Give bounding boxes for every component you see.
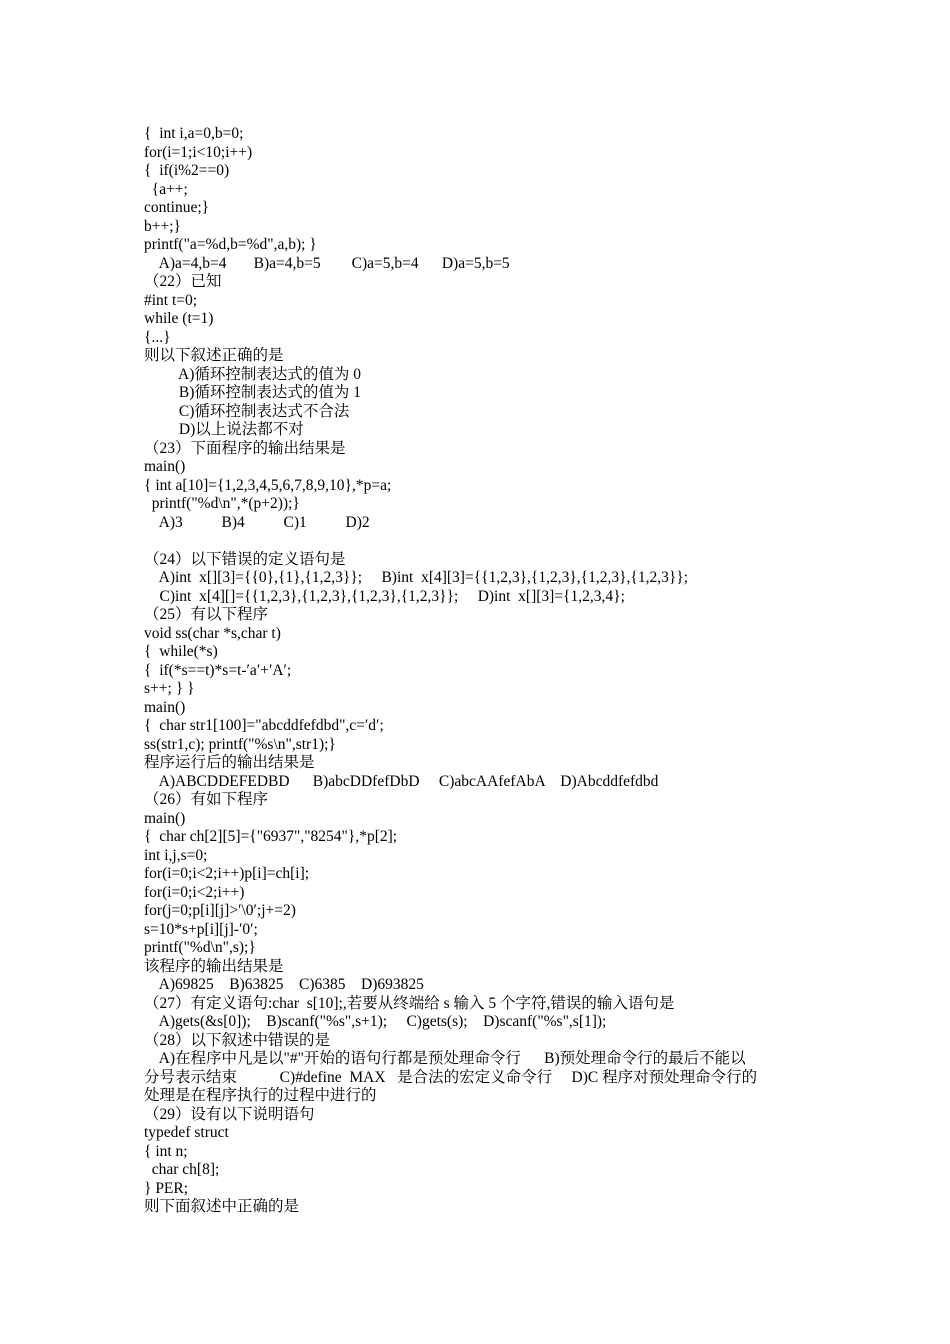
text-line: main() <box>144 698 186 716</box>
text-line: for(i=0;i<2;i++) <box>144 883 245 901</box>
text-line: printf("%d\n",s);} <box>144 939 256 956</box>
text-line: s=10*s+p[i][j]-′0′; <box>144 920 258 938</box>
text-line: 程序运行后的输出结果是 <box>144 754 315 771</box>
text-line: continue;} <box>144 199 210 216</box>
text-line: printf("a=%d,b=%d",a,b); } <box>144 236 317 253</box>
text-line: { char str1[100]="abcddfefdbd",c=′d′; <box>144 717 384 734</box>
text-line: C)int x[4][]={{1,2,3},{1,2,3},{1,2,3},{1,2,3}}; D)int x[][3]={1,2,3,4}; <box>144 587 625 605</box>
text-line: { char ch[2][5]={"6937","8254"},*p[2]; <box>144 828 398 845</box>
text-line: { while(*s) <box>144 643 218 660</box>
text-line: char ch[8]; <box>144 1161 220 1178</box>
text-line: 该程序的输出结果是 <box>144 957 284 975</box>
text-line: void ss(char *s,char t) <box>144 624 281 642</box>
text-line: C)循环控制表达式不合法 <box>144 402 350 420</box>
text-line: 分号表示结束 C)#define MAX 是合法的宏定义命令行 D)C 程序对预处理命令行的 <box>144 1068 758 1086</box>
text-line: A)3 B)4 C)1 D)2 <box>144 513 370 531</box>
text-line: A)int x[][3]={{0},{1},{1,2,3}}; B)int x[4][3]={{1,2,3},{1,2,3},{1,2,3},{1,2,3}}; <box>144 569 689 586</box>
text-line: （25）有以下程序 <box>144 606 269 623</box>
text-line: A)gets(&s[0]); B)scanf("%s",s+1); C)gets(s); D)scanf("%s",s[1]); <box>144 1013 607 1030</box>
text-line: A)a=4,b=4 B)a=4,b=5 C)a=5,b=4 D)a=5,b=5 <box>144 254 510 272</box>
text-line: while (t=1) <box>144 310 214 327</box>
text-line: A)69825 B)63825 C)6385 D)693825 <box>144 976 424 993</box>
text-line: main() <box>144 458 186 475</box>
text-line: {a++; <box>144 180 188 198</box>
text-line <box>144 532 824 551</box>
text-line: { int a[10]={1,2,3,4,5,6,7,8,9,10},*p=a; <box>144 476 392 494</box>
text-line: A)ABCDDEFEDBD B)abcDDfefDbD C)abcAAfefAbA D)Abcddfefdbd <box>144 772 659 790</box>
text-line: b++;} <box>144 217 181 235</box>
text-line: { int n; <box>144 1142 188 1160</box>
text-line: for(i=1;i<10;i++) <box>144 143 253 161</box>
text-line: s++; } } <box>144 680 195 697</box>
document-body <box>144 125 824 1217</box>
text-line: 则以下叙述正确的是 <box>144 347 284 364</box>
text-line: （24）以下错误的定义语句是 <box>144 550 346 568</box>
text-line: {...} <box>144 328 171 346</box>
text-line: （27）有定义语句:char s[10];,若要从终端给 s 输入 5 个字符,错误的输入语句是 <box>144 994 675 1012</box>
text-line: A)在程序中凡是以"#"开始的语句行都是预处理命令行 B)预处理命令行的最后不能以 <box>144 1050 746 1067</box>
text-line: int i,j,s=0; <box>144 846 208 864</box>
text-line: D)以上说法都不对 <box>144 421 304 438</box>
text-line: { if(i%2==0) <box>144 162 230 179</box>
text-line: printf("%d\n",*(p+2));} <box>144 495 300 512</box>
text-line: typedef struct <box>144 1124 229 1141</box>
text-line: B)循环控制表达式的值为 1 <box>144 384 362 401</box>
text-line: ss(str1,c); printf("%s\n",str1);} <box>144 735 336 753</box>
text-line: main() <box>144 809 186 827</box>
text-line: for(j=0;p[i][j]>′\0′;j+=2) <box>144 902 296 919</box>
text-line: { if(*s==t)*s=t-′a′+′A′; <box>144 661 292 679</box>
text-line: （22）已知 <box>144 273 222 290</box>
text-line: （23）下面程序的输出结果是 <box>144 439 346 457</box>
text-line: for(i=0;i<2;i++)p[i]=ch[i]; <box>144 865 310 882</box>
text-line: } PER; <box>144 1179 189 1197</box>
text-line: 处理是在程序执行的过程中进行的 <box>144 1087 377 1104</box>
text-line: A)循环控制表达式的值为 0 <box>144 365 362 383</box>
text-line: 则下面叙述中正确的是 <box>144 1198 300 1215</box>
text-line: #int t=0; <box>144 291 198 309</box>
text-line: （28）以下叙述中错误的是 <box>144 1031 331 1049</box>
text-line: { int i,a=0,b=0; <box>144 125 244 142</box>
text-line: （29）设有以下说明语句 <box>144 1105 315 1123</box>
text-line: （26）有如下程序 <box>144 791 269 808</box>
